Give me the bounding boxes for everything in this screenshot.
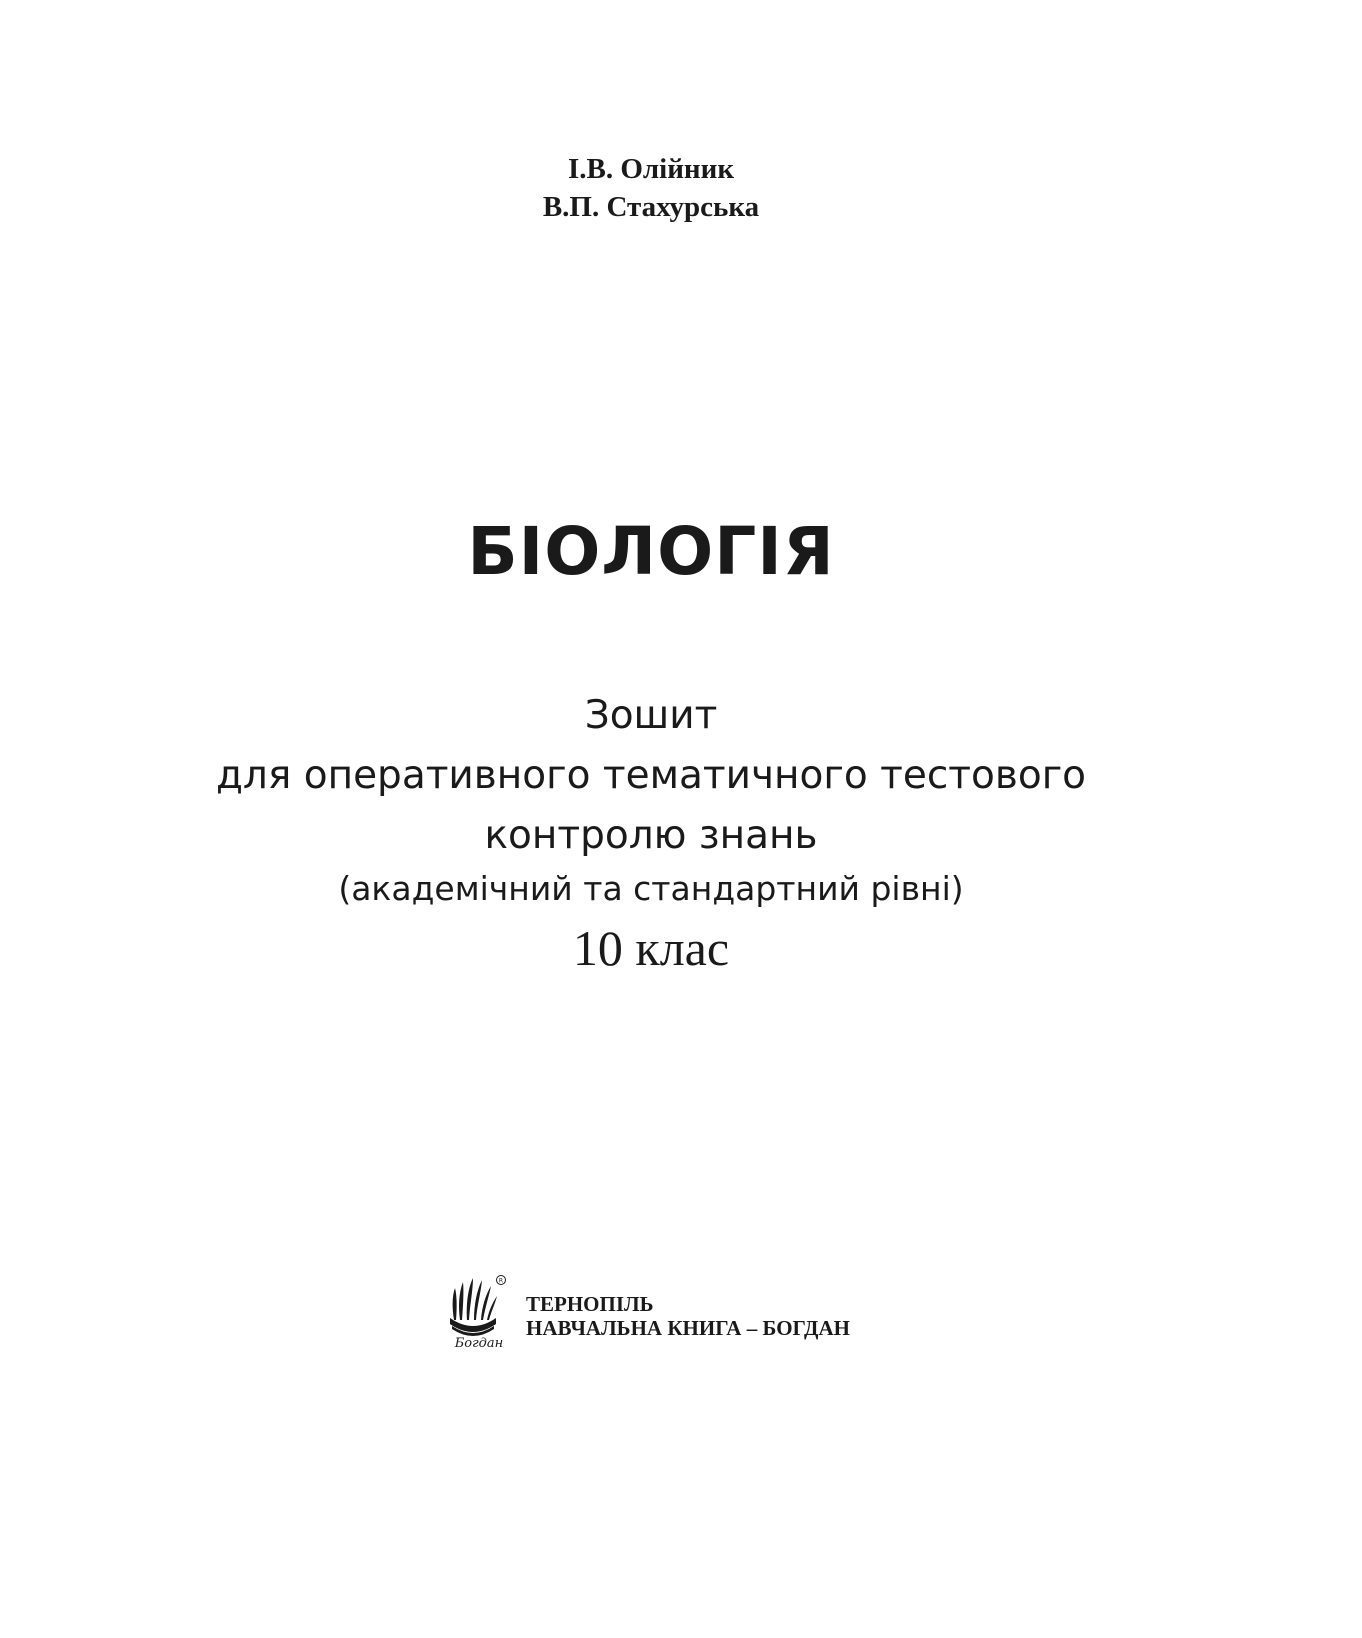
grade-label: 10 клас [572, 920, 730, 976]
publisher-city: ТЕРНОПІЛЬ [526, 1292, 654, 1316]
publisher-text [526, 1292, 850, 1340]
book-title: БІОЛОГІЯ [467, 513, 835, 590]
authors [0, 150, 1302, 226]
subtitle-line-3: контролю знань [484, 813, 818, 858]
subtitle-line-2: для оперативного тематичного тестового [215, 753, 1087, 798]
publisher-logo-text: Богдан [454, 1336, 504, 1351]
author-1: І.В. Олійник [567, 153, 735, 185]
publisher-name: НАВЧАЛЬНА КНИГА – БОГДАН [526, 1316, 850, 1340]
book-subtitle [0, 686, 1302, 866]
publisher-block [446, 1274, 906, 1364]
author-2: В.П. Стахурська [542, 191, 760, 223]
subtitle-line-1: Зошит [584, 693, 718, 738]
svg-text:R: R [498, 1277, 504, 1285]
levels-note: (академічний та стандартний рівні) [338, 869, 964, 908]
